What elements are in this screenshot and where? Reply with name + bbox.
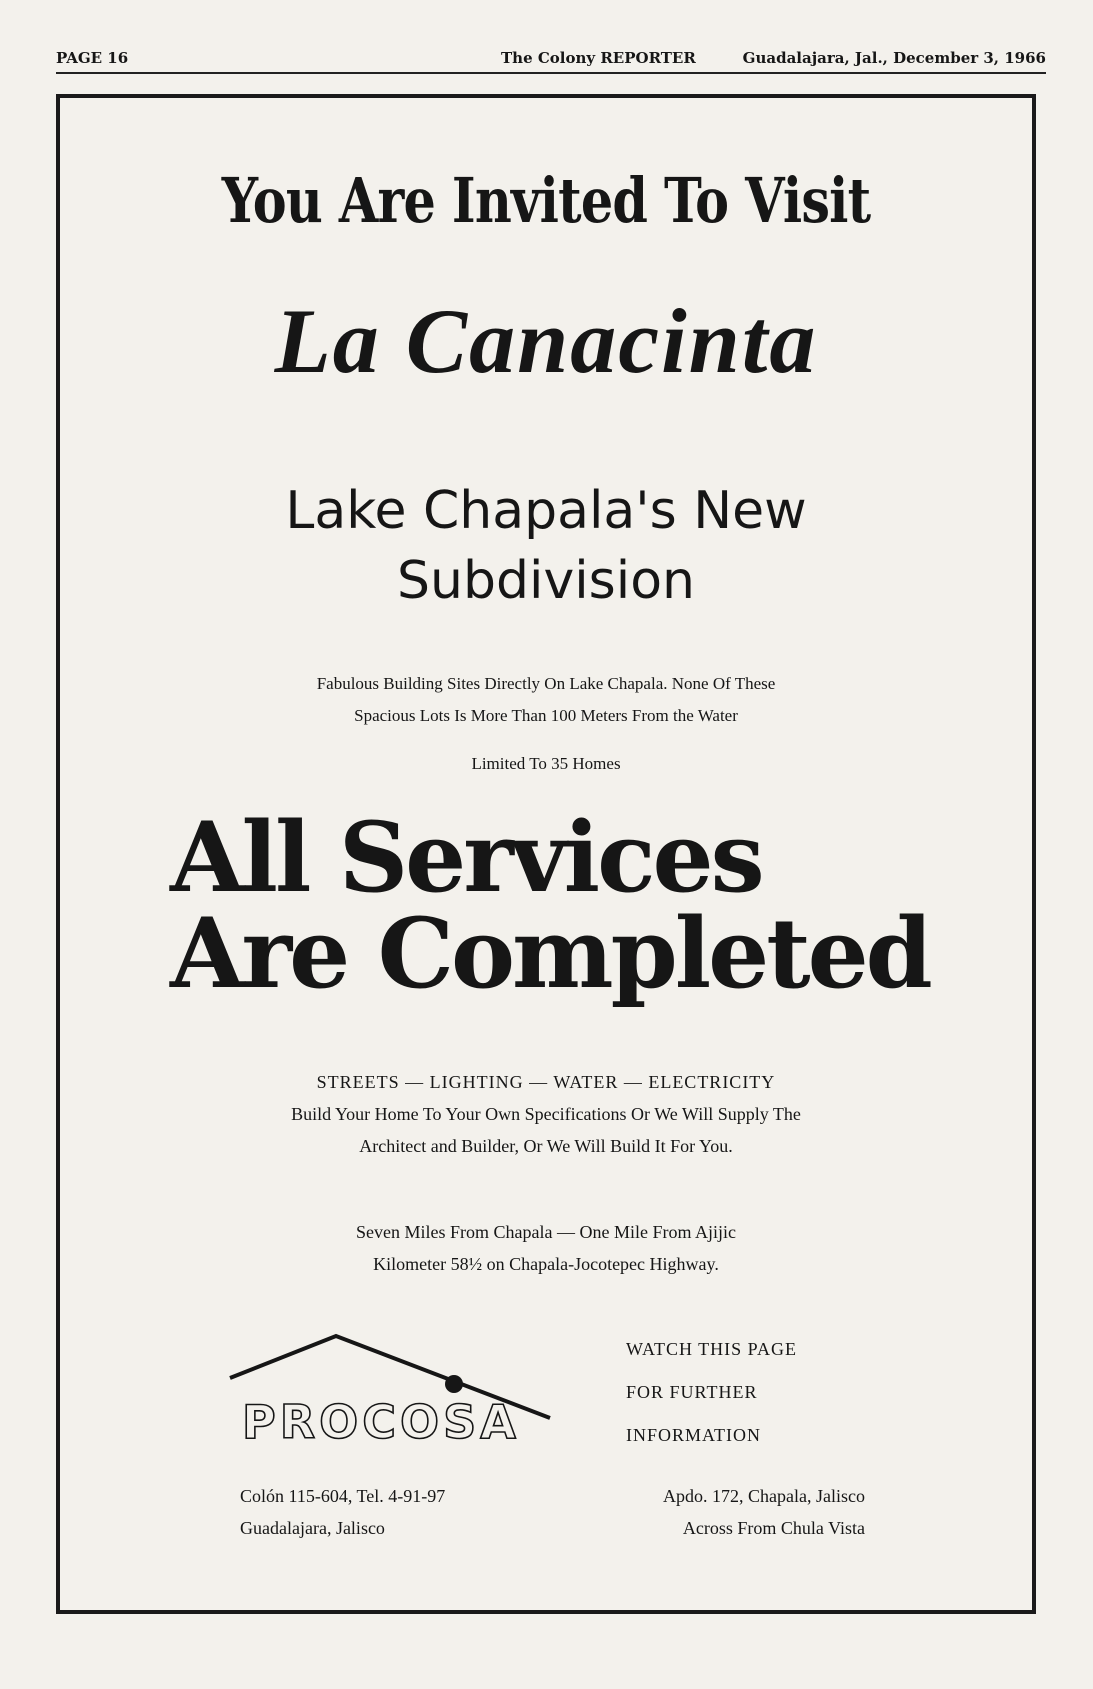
build-line-1: Build Your Home To Your Own Specifications Or We Will Supply The: [291, 1104, 801, 1124]
watch-line-2: FOR FURTHER: [626, 1382, 758, 1402]
address-left-line-2: Guadalajara, Jalisco: [240, 1518, 385, 1538]
big-line-1: All Services: [170, 801, 762, 914]
logo-dot-icon: [445, 1375, 463, 1393]
big-line-2: Are Completed: [170, 897, 930, 1010]
watch-line-1: WATCH THIS PAGE: [626, 1339, 798, 1359]
address-guadalajara: [240, 1480, 445, 1544]
description-line-1: Fabulous Building Sites Directly On Lake Chapala. None Of These: [316, 674, 776, 693]
ad-subtitle: [60, 476, 1032, 616]
paper-name: The Colony REPORTER: [501, 49, 696, 67]
description-line-2: Spacious Lots Is More Than 100 Meters From the Water: [354, 706, 738, 725]
location-line-1: Seven Miles From Chapala — One Mile From Ajijic: [356, 1222, 736, 1242]
services-list: STREETS — LIGHTING — WATER — ELECTRICITY: [316, 1072, 776, 1092]
watch-line-3: INFORMATION: [626, 1425, 762, 1445]
advertisement-box: [56, 94, 1036, 1614]
services-headline: [170, 801, 930, 1010]
subtitle-line-2: Subdivision: [397, 551, 695, 611]
limited-homes: Limited To 35 Homes: [471, 754, 621, 773]
address-left-line-1: Colón 115-604, Tel. 4-91-97: [240, 1486, 446, 1506]
subtitle-line-1: Lake Chapala's New: [285, 481, 807, 541]
page-number: PAGE 16: [56, 49, 129, 67]
ad-headline: You Are Invited To Visit: [221, 164, 871, 237]
ad-description: [60, 668, 1032, 732]
location-text: [60, 1216, 1032, 1280]
address-chapala: [625, 1480, 865, 1544]
build-text: [60, 1098, 1032, 1162]
page-header: [56, 46, 1046, 74]
build-line-2: Architect and Builder, Or We Will Build It For You.: [359, 1136, 733, 1156]
logo-text: PROCOSA: [242, 1395, 520, 1449]
procosa-logo: [228, 1330, 568, 1450]
dateline: Guadalajara, Jal., December 3, 1966: [742, 49, 1046, 67]
address-right-line-2: Across From Chula Vista: [682, 1518, 865, 1538]
address-right-line-1: Apdo. 172, Chapala, Jalisco: [663, 1486, 865, 1506]
location-line-2: Kilometer 58½ on Chapala-Jocotepec Highway.: [373, 1254, 719, 1274]
development-name: La Canacinta: [274, 290, 818, 392]
watch-notice: [626, 1328, 797, 1457]
